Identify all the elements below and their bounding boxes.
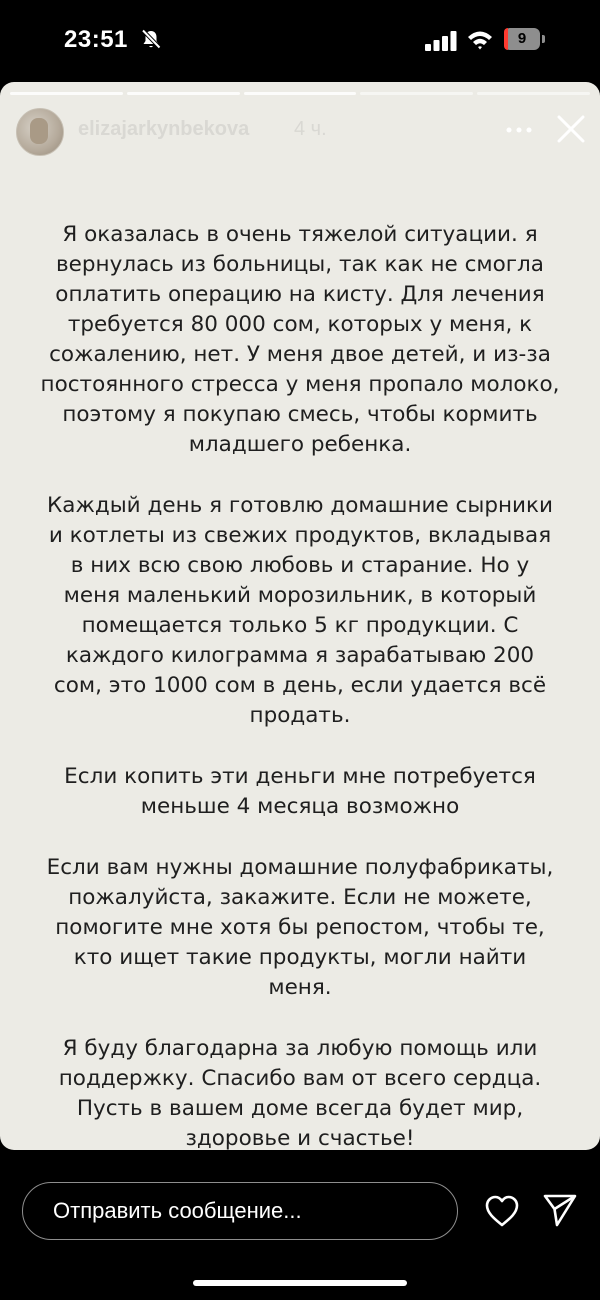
story-username[interactable]: elizajarkynbekova <box>78 118 250 140</box>
wifi-icon <box>466 29 494 51</box>
heart-icon[interactable] <box>484 1194 520 1228</box>
story-text <box>40 220 560 1150</box>
battery-icon <box>504 28 540 50</box>
reply-bar <box>0 1150 600 1300</box>
home-indicator[interactable] <box>193 1280 407 1286</box>
message-input[interactable]: Отправить сообщение... <box>22 1182 458 1240</box>
story-paragraph: Если копить эти деньги мне потребуется меньше 4 месяца возможно <box>64 764 536 819</box>
story-card[interactable] <box>0 82 600 1150</box>
signal-icon <box>424 31 458 51</box>
avatar-figure <box>30 118 48 144</box>
story-paragraph: Я оказалась в очень тяжелой ситуации. я вернулась из больницы, так как не смогла оплатить операцию на кисту. Для лечения требуется 80 000 сом, которых у меня, к сожалению, нет. У меня двое детей, и из-за постоянного стресса у меня пропало молоко, поэтому я покупаю смесь, чтобы кормить младшего ребенка. <box>40 222 560 457</box>
story-paragraph: Если вам нужны домашние полуфабрикаты, пожалуйста, закажите. Если не можете, помогите мне хотя бы репостом, чтобы те, кто ищет такие продукты, могли найти меня. <box>46 855 554 1000</box>
story-progress-segment <box>477 92 590 95</box>
story-progress-segment <box>360 92 473 95</box>
avatar[interactable] <box>16 108 64 156</box>
battery-level-fill <box>504 28 508 50</box>
status-bar <box>0 0 600 82</box>
close-icon[interactable] <box>554 112 588 146</box>
status-time: 23:51 <box>64 26 128 53</box>
story-progress-segment <box>244 92 357 95</box>
battery-level: 9 <box>517 30 527 47</box>
bell-slash-icon <box>140 28 162 50</box>
battery-tip <box>542 35 545 43</box>
story-progress-bar <box>10 92 590 95</box>
story-paragraph: Я буду благодарна за любую помощь или поддержку. Спасибо вам от всего сердца. Пусть в вашем доме всегда будет мир, здоровье и счастье! <box>58 1036 542 1150</box>
story-progress-segment <box>127 92 240 95</box>
send-icon[interactable] <box>542 1192 578 1228</box>
story-progress-segment <box>10 92 123 95</box>
story-paragraph: Каждый день я готовлю домашние сырники и котлеты из свежих продуктов, вкладывая в них всю свою любовь и старание. Но у меня маленький морозильник, в который помещается только 5 кг продукции. С каждого килограмма я зарабатываю 200 сом, это 1000 сом в день, если удается всё продать. <box>47 493 553 728</box>
story-time-ago: 4 ч. <box>294 118 327 140</box>
more-icon[interactable] <box>502 118 536 142</box>
